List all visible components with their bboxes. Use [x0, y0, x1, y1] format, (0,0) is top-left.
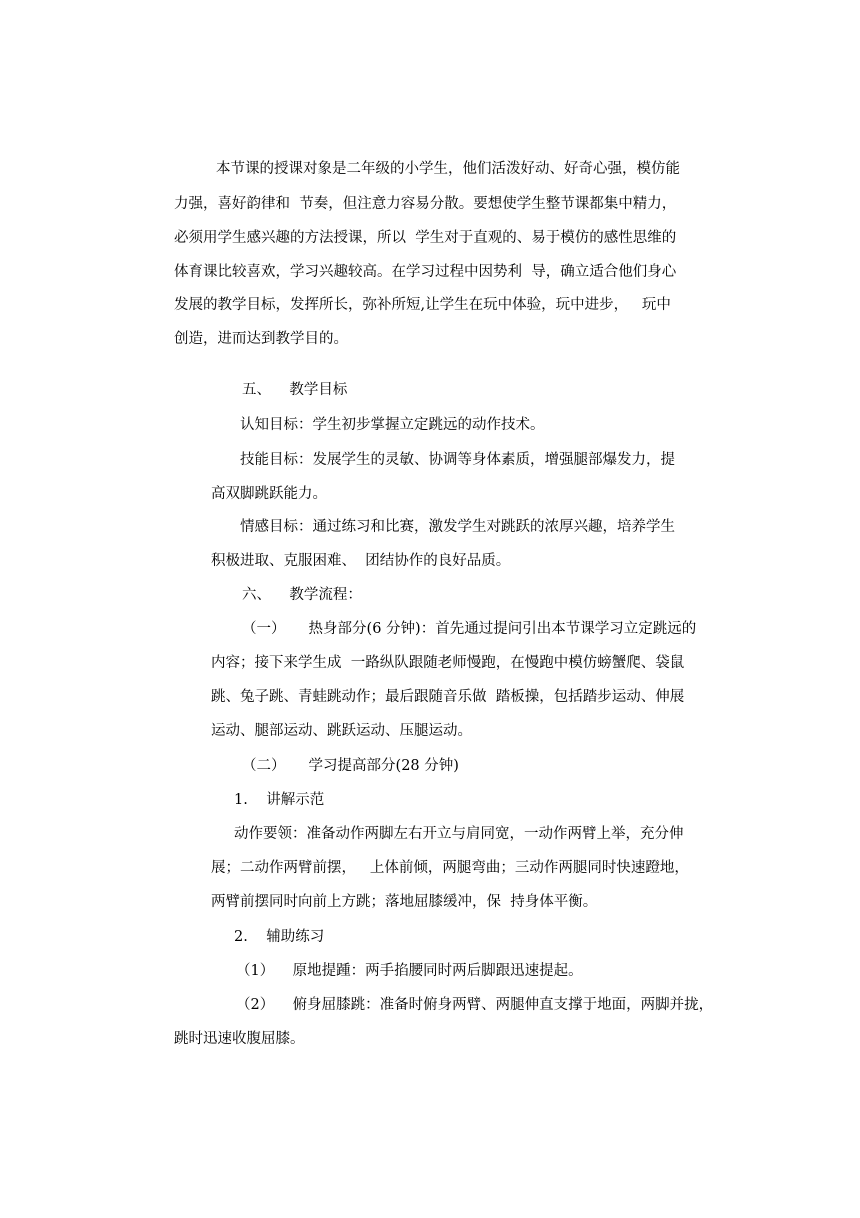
- demo-text: 两臂前摆同时向前上方跳；落地屈膝缓冲，保 持身体平衡。: [211, 894, 598, 910]
- intro-line: 发展的教学目标，发挥所长，弥补所短,让学生在玩中体验，玩中进步， 玩中: [174, 297, 671, 313]
- skill-goal: 高双脚跳跃能力。: [211, 486, 327, 502]
- warmup-text: 跳、兔子跳、青蛙跳动作；最后跟随音乐做 踏板操，包括踏步运动、伸展: [211, 689, 685, 705]
- intro-line: 体育课比较喜欢，学习兴趣较高。在学习过程中因势利 导，确立适合他们身心: [174, 264, 677, 280]
- section-heading: 五、 教学目标: [242, 382, 348, 398]
- exercise-text: （1） 原地提踵：两手掐腰同时两后脚跟迅速提起。: [236, 963, 583, 979]
- warmup-text: 内容；接下来学生成 一路纵队跟随老师慢跑，在慢跑中模仿螃蟹爬、袋鼠: [211, 655, 685, 671]
- intro-line: 本节课的授课对象是二年级的小学生，他们活泼好动、好奇心强，模仿能: [216, 161, 680, 177]
- exercise-text: （2） 俯身屈膝跳：准备时俯身两臂、两腿伸直支撑于地面，两脚并拢，: [236, 997, 714, 1013]
- section-heading: 六、 教学流程：: [242, 587, 362, 603]
- skill-goal: 技能目标：发展学生的灵敏、协调等身体素质，增强腿部爆发力，提: [240, 452, 675, 468]
- demo-text: 动作要领：准备动作两脚左右开立与肩同宽，一动作两臂上举，充分伸: [234, 826, 684, 842]
- item-heading: 1. 讲解示范: [234, 792, 325, 808]
- warmup-text: 运动、腿部运动、跳跃运动、压腿运动。: [211, 723, 472, 739]
- intro-line: 创造，进而达到教学目的。: [174, 331, 348, 347]
- subsection-heading: （二） 学习提高部分(28 分钟): [242, 758, 459, 774]
- exercise-text: 跳时迅速收腹屈膝。: [174, 1031, 305, 1047]
- cognitive-goal: 认知目标：学生初步掌握立定跳远的动作技术。: [240, 417, 545, 433]
- intro-line: 力强，喜好韵律和 节奏，但注意力容易分散。要想使学生整节课都集中精力，: [174, 196, 677, 212]
- warmup-text: （一） 热身部分(6 分钟)：首先通过提问引出本节课学习立定跳远的: [242, 621, 697, 637]
- intro-line: 必须用学生感兴趣的方法授课，所以 学生对于直观的、易于模仿的感性思维的: [174, 230, 677, 246]
- emotion-goal: 积极进取、克服困难、 团结协作的良好品质。: [211, 553, 511, 569]
- item-heading: 2. 辅助练习: [234, 929, 325, 945]
- emotion-goal: 情感目标：通过练习和比赛，激发学生对跳跃的浓厚兴趣，培养学生: [240, 519, 675, 535]
- demo-text: 展；二动作两臂前摆， 上体前倾，两腿弯曲；三动作两腿同时快速蹬地，: [211, 860, 689, 876]
